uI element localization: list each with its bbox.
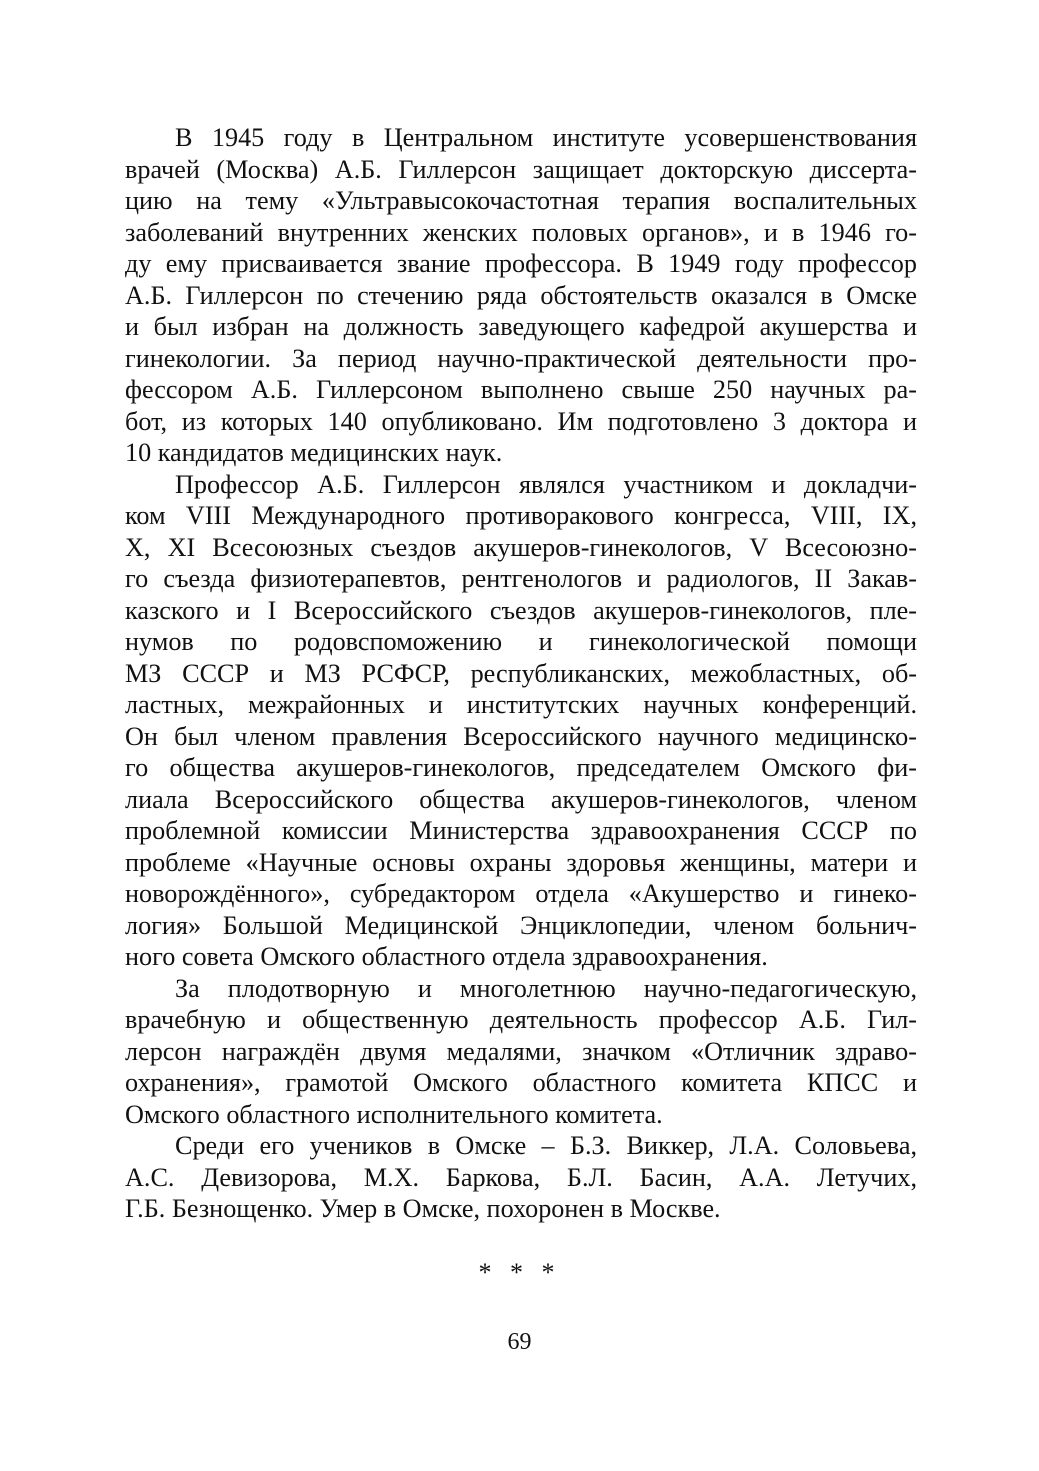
paragraph-awards [125,973,917,1131]
text-line: X, XI Всесоюзных съездов акушеров-гинекологов, V Всесоюзно- [125,532,917,562]
paragraph-dissertation [125,122,917,469]
text-line: ного совета Омского областного отдела здравоохранения. [125,942,768,971]
text-line: Профессор А.Б. Гиллерсон являлся участником и докладчи- [175,469,917,499]
text-line: А.Б. Гиллерсон по стечению ряда обстоятельств оказался в Омске [125,280,917,310]
text-line: лерсон награждён двумя медалями, значком «Отличник здраво- [125,1036,917,1066]
text-line: В 1945 году в Центральном институте усовершенствования [175,123,917,152]
text-line: Г.Б. Безнощенко. Умер в Омске, похоронен в Москве. [125,1194,721,1223]
text-line: проблеме «Научные основы охраны здоровья женщины, матери и [125,847,917,877]
text-line: нумов по родовспоможению и гинекологической помощи [125,627,917,656]
text-line: врачебную и общественную деятельность профессор А.Б. Гил- [125,1005,917,1034]
text-line: лиала Всероссийского общества акушеров-гинекологов, членом [125,784,917,814]
text-line: казского и I Всероссийского съездов акушеров-гинекологов, пле- [125,595,917,625]
text-line: Омского областного исполнительного комитета. [125,1099,663,1129]
text-line: ластных, межрайонных и институтских научных конференций. [125,690,917,719]
text-line: гинекологии. За период научно-практической деятельности про- [125,343,917,373]
text-line: проблемной комиссии Министерства здравоохранения СССР по [125,816,917,845]
text-line: охранения», грамотой Омского областного комитета КПСС и [125,1068,917,1097]
text-line: логия» Большой Медицинской Энциклопедии, членом больнич- [125,910,917,940]
paragraph-students [125,1130,917,1225]
text-line: и был избран на должность заведующего кафедрой акушерства и [125,312,917,341]
paragraph-congresses [125,469,917,973]
text-line: фессором А.Б. Гиллерсоном выполнено свыше 250 научных ра- [125,375,917,404]
text-line: Среди его учеников в Омске – Б.З. Виккер, Л.А. Соловьева, [175,1131,917,1160]
page-body [125,122,917,1225]
text-line: А.С. Девизорова, М.Х. Баркова, Б.Л. Басин, А.А. Летучих, [125,1162,917,1192]
text-line: ду ему присваивается звание профессора. В 1949 году профессор [125,249,917,278]
text-line: врачей (Москва) А.Б. Гиллерсон защищает докторскую диссерта- [125,154,917,184]
section-separator: * * * [478,1258,561,1287]
page-number: 69 [507,1329,532,1355]
text-line: Он был членом правления Всероссийского научного медицинско- [125,721,917,751]
text-line: 10 кандидатов медицинских наук. [125,438,503,467]
text-line: ком VIII Международного противоракового конгресса, VIII, IX, [125,501,917,530]
text-line: МЗ СССР и МЗ РСФСР, республиканских, межобластных, об- [125,658,917,688]
text-line: го общества акушеров-гинекологов, председателем Омского фи- [125,753,917,782]
text-line: новорождённого», субредактором отдела «Акушерство и гинеко- [125,879,917,908]
text-line: За плодотворную и многолетнюю научно-педагогическую, [175,973,917,1003]
text-line: цию на тему «Ультравысокочастотная терапия воспалительных [125,186,917,215]
text-line: бот, из которых 140 опубликовано. Им подготовлено 3 доктора и [125,406,917,436]
text-line: го съезда физиотерапевтов, рентгенологов и радиологов, II Закав- [125,564,917,593]
text-line: заболеваний внутренних женских половых органов», и в 1946 го- [125,217,917,247]
